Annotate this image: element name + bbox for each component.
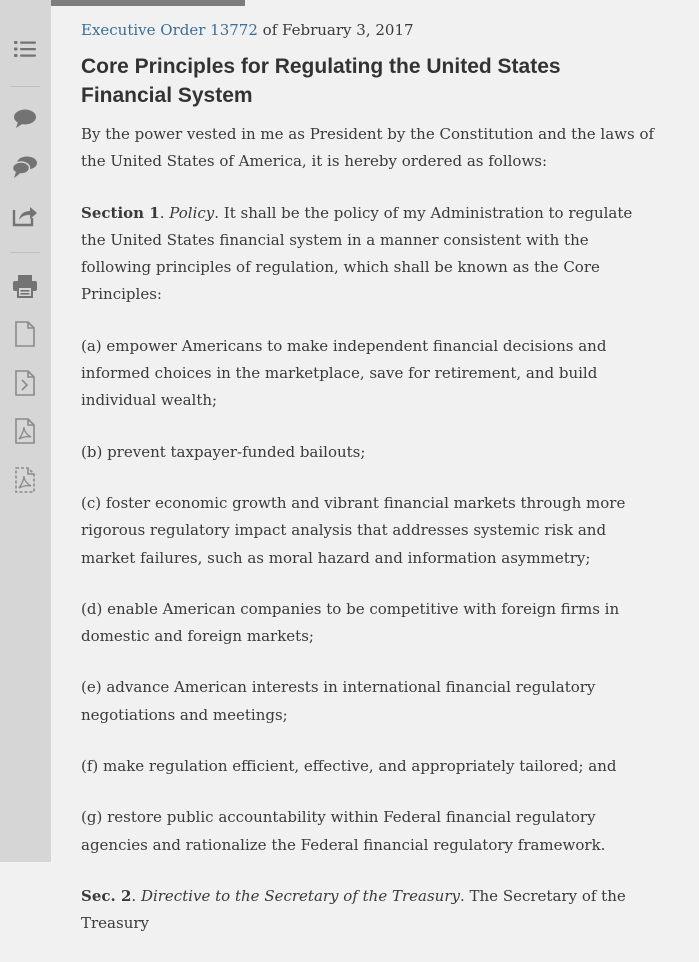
principle-item: (f) make regulation efficient, effective, and appropriately tailored; and: [81, 757, 617, 776]
document-details-icon[interactable]: [12, 370, 38, 396]
intro-paragraph: By the power vested in me as President by the Constitution and the laws of the United States of America, it is hereby ordered as follows:: [81, 125, 655, 171]
principle-item: (c) foster economic growth and vibrant financial markets through more rigorous regulatory impact analysis that addresses systemic risk and market failures, such as moral hazard and information asymmetry;: [81, 493, 626, 567]
principle-item: (e) advance American interests in international financial regulatory negotiations and meetings;: [81, 678, 596, 724]
principle-item: (g) restore public accountability within Federal financial regulatory agencies and rationalize the Federal financial regulatory framework.: [81, 808, 606, 854]
document-print-icon[interactable]: [12, 467, 38, 493]
section-2-paragraph: Sec. 2. Directive to the Secretary of the Treasury. The Secretary of the Treasury: [81, 886, 626, 933]
sidebar-divider: [10, 252, 40, 253]
document-content: [81, 18, 656, 962]
section-1-text: . It shall be the policy of my Administration to regulate the United States financial system in a manner consistent with the following principles of regulation, which shall be known as the Core Principles:: [81, 203, 633, 304]
page-title: Core Principles for Regulating the United States Financial System: [81, 55, 561, 107]
reading-progress-bar: [51, 0, 699, 6]
sidebar-divider: [10, 86, 40, 87]
section-1-title: Policy: [169, 203, 215, 222]
pdf-icon[interactable]: [12, 418, 38, 444]
principle-item: (b) prevent taxpayer-funded bailouts;: [81, 442, 366, 461]
sidebar: [0, 0, 51, 862]
comment-icon[interactable]: [12, 106, 38, 132]
section-2-label: Sec. 2: [81, 886, 132, 905]
print-icon[interactable]: [12, 273, 38, 299]
principle-item: (a) empower Americans to make independent financial decisions and informed choices in the marketplace, save for retirement, and build individual wealth;: [81, 336, 607, 410]
share-icon[interactable]: [12, 202, 38, 228]
comments-icon[interactable]: [12, 154, 38, 180]
section-1-label: Section 1: [81, 203, 160, 222]
section-1-paragraph: Section 1. Policy. It shall be the policy of my Administration to regulate the United States financial system in a manner consistent with the following principles of regulation, which shall be known as the Core Principles:: [81, 203, 633, 304]
principle-item: (d) enable American companies to be competitive with foreign firms in domestic and foreign markets;: [81, 599, 620, 646]
section-2-text: . The Secretary of the Treasury: [81, 886, 626, 933]
document-icon[interactable]: [12, 321, 38, 347]
executive-order-date: of February 3, 2017: [257, 21, 414, 39]
reading-progress-fill: [51, 0, 245, 6]
executive-order-reference: [81, 18, 656, 42]
table-of-contents-icon[interactable]: [12, 36, 38, 62]
section-2-title: Directive to the Secretary of the Treasury: [140, 886, 460, 905]
executive-order-link[interactable]: Executive Order 13772: [81, 21, 258, 39]
